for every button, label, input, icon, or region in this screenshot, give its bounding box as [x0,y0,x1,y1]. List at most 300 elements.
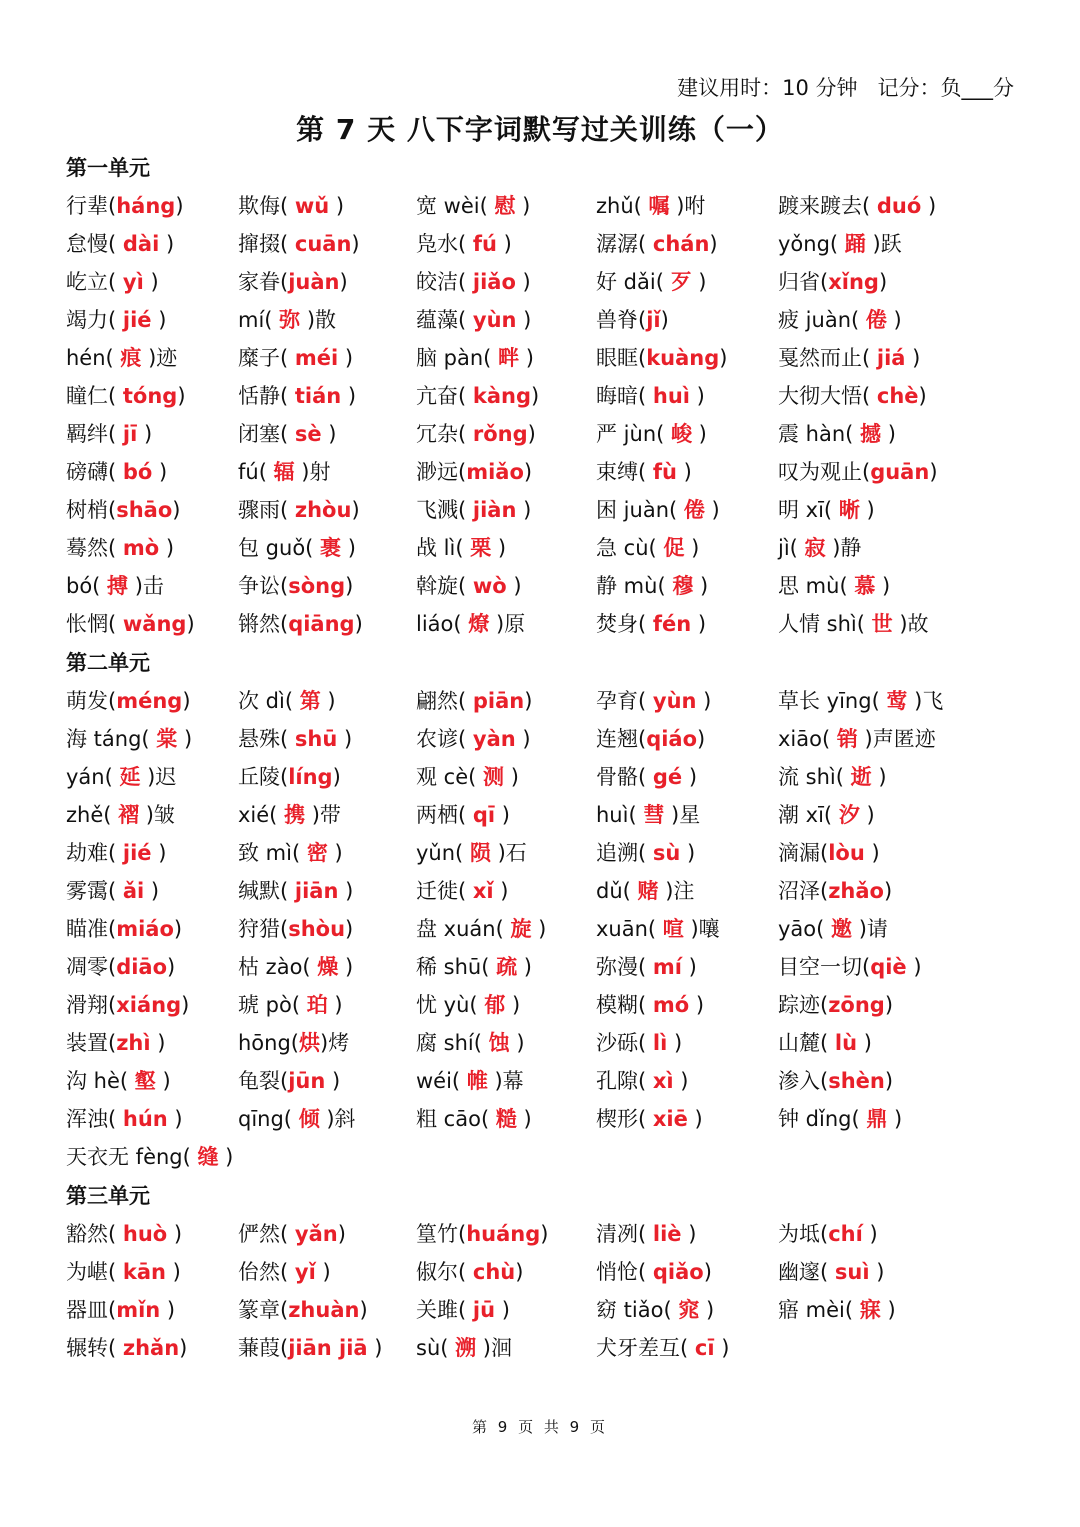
vocab-prefix: 翩然( [416,689,473,713]
vocab-suffix: ) [159,232,175,256]
vocab-answer: 褶 [118,803,140,827]
vocab-row [66,1329,1026,1367]
vocab-suffix: ) [186,612,195,636]
vocab-item [238,758,341,796]
vocab-answer: 辐 [273,460,295,484]
vocab-item [778,872,892,910]
vocab-prefix: 萌发( [66,689,117,713]
vocab-answer: 倦 [683,498,705,522]
vocab-item [66,910,182,948]
vocab-prefix: 山麓( [778,1031,835,1055]
vocab-prefix: 为嵁( [66,1260,123,1284]
vocab-suffix: )嚷 [683,917,720,941]
vocab-answer: sù [652,841,681,865]
vocab-answer: zhǎo [828,879,884,903]
vocab-prefix: 羁绊( [66,422,123,446]
vocab-item [66,529,174,567]
vocab-prefix: 滑翔( [66,993,117,1017]
vocab-answer: rǒng [472,422,528,446]
vocab-suffix: ) [887,1107,903,1131]
unit-3-section [66,1177,1026,1367]
vocab-suffix: )迟 [140,765,177,789]
vocab-item [778,491,875,529]
vocab-prefix: 狩猎( [238,917,289,941]
vocab-answer: 慰 [494,194,516,218]
vocab-suffix: ) [143,270,159,294]
vocab-answer: liè [652,1222,682,1246]
vocab-answer: 慕 [854,574,876,598]
vocab-answer: 密 [306,841,328,865]
vocab-prefix: 渗入( [778,1069,829,1093]
vocab-answer: wò [472,574,507,598]
vocab-item [416,796,510,834]
vocab-item [416,1062,524,1100]
vocab-answer: 测 [483,765,505,789]
vocab-answer: jiān jiā [288,1336,368,1360]
vocab-answer: yì [122,270,144,294]
vocab-row [66,834,1026,872]
vocab-item [416,453,532,491]
vocab-answer: shāo [116,498,173,522]
vocab-item [238,1100,356,1138]
vocab-item [416,1100,532,1138]
vocab-suffix: ) [517,955,532,979]
vocab-item [238,301,336,339]
vocab-item [596,453,692,491]
vocab-item [596,1024,682,1062]
vocab-item [596,225,718,263]
vocab-prefix: 连翘( [596,727,647,751]
vocab-prefix: 迁徙( [416,879,473,903]
vocab-answer: xiē [652,1107,688,1131]
vocab-item [596,415,707,453]
vocab-suffix: ) [680,841,696,865]
vocab-suffix: ) [179,1336,188,1360]
vocab-item [66,1291,175,1329]
vocab-suffix: ) [857,1031,872,1055]
vocab-suffix: ) [673,1069,689,1093]
vocab-suffix: ) [524,689,533,713]
vocab-row [66,1100,1026,1138]
vocab-answer: sòng [288,574,346,598]
vocab-prefix: 龟裂( [238,1069,289,1093]
vocab-answer: chí [828,1222,863,1246]
vocab-prefix: 锵然( [238,612,289,636]
vocab-prefix: 俨然( [238,1222,295,1246]
vocab-item [778,263,887,301]
vocab-item [416,1329,512,1367]
vocab-item [778,529,861,567]
vocab-item [778,1100,902,1138]
vocab-prefix: wéi( [416,1069,467,1093]
vocab-prefix: 脑 pàn( [416,346,499,370]
vocab-prefix: 清冽( [596,1222,653,1246]
vocab-item [66,339,177,377]
vocab-answer: fén [652,612,692,636]
vocab-suffix: ) [704,498,720,522]
vocab-suffix: ) [337,1222,346,1246]
vocab-row [66,415,1026,453]
vocab-suffix: ) [315,1260,331,1284]
vocab-answer: xiáng [116,993,182,1017]
vocab-item [596,758,697,796]
vocab-item [596,187,705,225]
vocab-prefix: 凫水( [416,232,473,256]
vocab-item [238,834,343,872]
vocab-suffix: ) [918,384,927,408]
vocab-prefix: xié( [238,803,285,827]
vocab-row [66,1253,1026,1291]
vocab-answer: 延 [119,765,141,789]
vocab-suffix: ) [144,879,160,903]
vocab-answer: mǐn [116,1298,161,1322]
vocab-item [66,834,166,872]
vocab-suffix: ) [519,346,534,370]
vocab-prefix: 亢奋( [416,384,473,408]
vocab-suffix: ) [339,270,348,294]
vocab-row [66,948,1026,986]
vocab-suffix: ) [684,536,700,560]
vocab-suffix: ) [155,1069,171,1093]
vocab-answer: 倾 [298,1107,320,1131]
vocab-suffix: ) [869,1260,885,1284]
vocab-prefix: 归省( [778,270,829,294]
vocab-prefix: 皎洁( [416,270,473,294]
vocab-suffix: ) [871,765,887,789]
vocab-item [416,339,534,377]
vocab-item [778,796,875,834]
vocab-prefix: 怅惘( [66,612,123,636]
vocab-item [238,948,353,986]
vocab-answer: 壑 [134,1069,156,1093]
vocab-suffix: ) [152,460,168,484]
unit-heading: 第二单元 [66,651,150,675]
vocab-item [66,1062,171,1100]
vocab-suffix: ) [719,346,728,370]
vocab-prefix: 震 hàn( [778,422,861,446]
vocab-answer: mò [122,536,160,560]
vocab-answer: yǎn [294,1222,338,1246]
vocab-prefix: 沼泽( [778,879,829,903]
vocab-item [778,720,936,758]
vocab-prefix: zhǔ( [596,194,649,218]
vocab-item [238,453,330,491]
vocab-suffix: ) [689,993,705,1017]
vocab-row [66,1215,1026,1253]
vocab-prefix: 幽邃( [778,1260,835,1284]
vocab-answer: 疏 [496,955,518,979]
vocab-answer: miáo [116,917,174,941]
vocab-prefix: 次 dì( [238,689,300,713]
vocab-prefix: 战 lì( [416,536,471,560]
vocab-answer: jiàn [472,498,517,522]
vocab-prefix: 家眷( [238,270,289,294]
vocab-suffix: ) [320,689,336,713]
vocab-answer: háng [116,194,176,218]
vocab-prefix: 盘 xuán( [416,917,511,941]
vocab-item [778,605,929,643]
vocab-answer: zhǎn [122,1336,180,1360]
vocab-suffix: )故 [892,612,929,636]
vocab-suffix: ) [864,841,880,865]
vocab-row [66,682,1026,720]
vocab-prefix: 蕴藻( [416,308,473,332]
vocab-prefix: bó( [66,574,108,598]
vocab-item [778,187,936,225]
vocab-row [66,986,1026,1024]
vocab-prefix: 天衣无 fèng( [66,1145,198,1169]
vocab-row [66,796,1026,834]
vocab-item [416,1253,523,1291]
vocab-prefix: 犬牙差互( [596,1336,695,1360]
vocab-answer: diāo [116,955,168,979]
vocab-prefix: 沟 hè( [66,1069,135,1093]
vocab-item [416,986,520,1024]
vocab-item [778,377,927,415]
vocab-row [66,301,1026,339]
vocab-prefix: 缄默( [238,879,295,903]
vocab-suffix: )射 [294,460,331,484]
vocab-prefix: dǔ( [596,879,638,903]
vocab-item [66,415,152,453]
vocab-answer: piān [472,689,525,713]
vocab-prefix: 怠慢( [66,232,123,256]
vocab-suffix: ) [495,803,510,827]
vocab-answer: 歹 [670,270,692,294]
vocab-row [66,225,1026,263]
vocab-item [238,872,353,910]
vocab-item [416,263,531,301]
vocab-prefix: 篆章( [238,1298,289,1322]
vocab-answer: shū [294,727,338,751]
vocab-suffix: ) [660,308,669,332]
vocab-suffix: ) [862,1222,878,1246]
vocab-prefix: yǒng( [778,232,845,256]
vocab-item [596,605,706,643]
vocab-suffix: ) [883,879,893,903]
vocab-item [66,1329,187,1367]
vocab-suffix: )注 [658,879,695,903]
vocab-prefix: 寤 mèi( [778,1298,860,1322]
vocab-answer: xǐng [828,270,879,294]
vocab-item [596,529,699,567]
vocab-answer: cuān [294,232,352,256]
vocab-item [66,1215,182,1253]
vocab-item [596,1291,714,1329]
vocab-item [778,1253,884,1291]
vocab-prefix: 豁然( [66,1222,123,1246]
vocab-prefix: 辗转( [66,1336,123,1360]
vocab-item [416,834,527,872]
vocab-prefix: xuān( [596,917,663,941]
vocab-suffix: ) [516,498,532,522]
vocab-answer: tóng [122,384,178,408]
vocab-prefix: 悬殊( [238,727,295,751]
vocab-suffix: ) [493,879,509,903]
vocab-answer: hún [122,1107,168,1131]
vocab-suffix: ) [875,574,891,598]
vocab-suffix: ) [691,612,707,636]
vocab-suffix: )斜 [319,1107,356,1131]
vocab-item [66,1253,181,1291]
vocab-suffix: ) [345,917,354,941]
vocab-suffix: ) [687,1107,703,1131]
vocab-prefix: 稀 shū( [416,955,497,979]
vocab-prefix: 蒹葭( [238,1336,289,1360]
vocab-item [66,605,195,643]
vocab-answer: jié [122,841,152,865]
vocab-item [596,910,720,948]
vocab-answer: yùn [652,689,697,713]
vocab-prefix: 目空一切( [778,955,871,979]
vocab-prefix: 宽 wèi( [416,194,495,218]
page-number: 第 9 页 共 9 页 [472,1418,608,1436]
vocab-suffix: ) [696,689,712,713]
vocab-suffix: ) [341,384,357,408]
vocab-suffix: ) [531,917,547,941]
unit-heading: 第一单元 [66,156,150,180]
vocab-item [238,377,356,415]
vocab-suffix: ) [681,1222,697,1246]
vocab-suffix: ) [218,1145,234,1169]
vocab-prefix: 粗 cāo( [416,1107,496,1131]
vocab-answer: 郁 [484,993,506,1017]
vocab-answer: 踊 [844,232,866,256]
vocab-answer: 栗 [470,536,492,560]
vocab-answer: 邀 [831,917,853,941]
vocab-prefix: 欺侮( [238,194,295,218]
unit-heading: 第三单元 [66,1184,150,1208]
vocab-item [66,1100,183,1138]
vocab-prefix: 农谚( [416,727,473,751]
vocab-answer: bó [122,460,153,484]
vocab-item [778,225,902,263]
vocab-answer: 世 [871,612,893,636]
vocab-answer: kàng [472,384,531,408]
vocab-suffix: ) [667,1031,683,1055]
vocab-prefix: 眼眶( [596,346,647,370]
vocab-answer: jié [122,308,152,332]
vocab-item [238,1329,382,1367]
vocab-item [596,1100,703,1138]
vocab-prefix: 悄怆( [596,1260,653,1284]
vocab-suffix: ) [151,308,167,332]
vocab-answer: 畔 [498,346,520,370]
vocab-suffix: ) [495,1298,510,1322]
vocab-answer: wǔ [294,194,330,218]
vocab-answer: sè [294,422,322,446]
vocab-item [238,910,353,948]
vocab-item [778,415,896,453]
vocab-item [66,872,159,910]
vocab-item [778,948,922,986]
vocab-answer: yǐ [294,1260,316,1284]
vocab-suffix: ) [531,384,540,408]
vocab-suffix: )原 [489,612,526,636]
vocab-prefix: 包 guǒ( [238,536,321,560]
vocab-prefix: 楔形( [596,1107,653,1131]
vocab-suffix: ) [151,841,167,865]
vocab-answer: 莺 [886,689,908,713]
vocab-item [66,1138,233,1176]
vocab-answer: 旋 [510,917,532,941]
vocab-answer: 陨 [469,841,491,865]
vocab-suffix: ) [878,270,888,294]
vocab-item [66,720,192,758]
vocab-suffix: )声匿迹 [857,727,936,751]
vocab-answer: 痕 [120,346,142,370]
vocab-item [416,377,539,415]
vocab-suffix: ) [150,1031,166,1055]
vocab-answer: shòu [288,917,346,941]
vocab-item [416,567,522,605]
vocab-item [778,758,887,796]
unit-1-section [66,149,1026,643]
vocab-item [778,567,890,605]
vocab-suffix: ) [341,536,356,560]
vocab-item [596,872,694,910]
vocab-item [416,872,509,910]
vocab-answer: cī [694,1336,715,1360]
vocab-suffix: )咐 [669,194,706,218]
vocab-answer: 逝 [850,765,872,789]
vocab-prefix: 糜子( [238,346,295,370]
vocab-prefix: 瞄准( [66,917,117,941]
vocab-answer: lì [652,1031,668,1055]
vocab-suffix: ) [351,498,360,522]
vocab-row [66,1062,1026,1100]
vocab-prefix: 撺掇( [238,232,295,256]
vocab-suffix: )请 [852,917,888,941]
vocab-answer: 蚀 [488,1031,510,1055]
vocab-answer: jūn [288,1069,326,1093]
vocab-prefix: 器皿( [66,1298,117,1322]
vocab-prefix: 凋零( [66,955,117,979]
vocab-suffix: ) [697,727,706,751]
vocab-item [238,605,363,643]
vocab-item [416,301,531,339]
vocab-item [416,1024,525,1062]
vocab-answer: 烘 [299,1031,320,1055]
vocab-item [66,187,184,225]
vocab-prefix: 为坻( [778,1222,829,1246]
vocab-answer: juàn [288,270,340,294]
vocab-suffix: ) [504,765,519,789]
vocab-item [596,834,695,872]
vocab-answer: qiáo [646,727,698,751]
vocab-answer: 销 [836,727,858,751]
vocab-row [66,339,1026,377]
vocab-row [66,910,1026,948]
vocab-row [66,1291,1026,1329]
vocab-suffix: )洄 [476,1336,512,1360]
vocab-suffix: ) [160,1298,176,1322]
vocab-answer: qī [472,803,496,827]
vocab-answer: jiǎo [472,270,516,294]
vocab-row [66,567,1026,605]
vocab-answer: mí [652,955,682,979]
vocab-suffix: ) [516,308,532,332]
vocab-prefix: 腐 shí( [416,1031,489,1055]
vocab-prefix: 蓦然( [66,536,123,560]
vocab-item [238,567,353,605]
vocab-item [238,187,344,225]
vocab-prefix: 急 cù( [596,536,664,560]
vocab-item [778,339,920,377]
vocab-suffix: ) [165,1260,181,1284]
vocab-suffix: )静 [825,536,862,560]
vocab-answer: wǎng [122,612,187,636]
